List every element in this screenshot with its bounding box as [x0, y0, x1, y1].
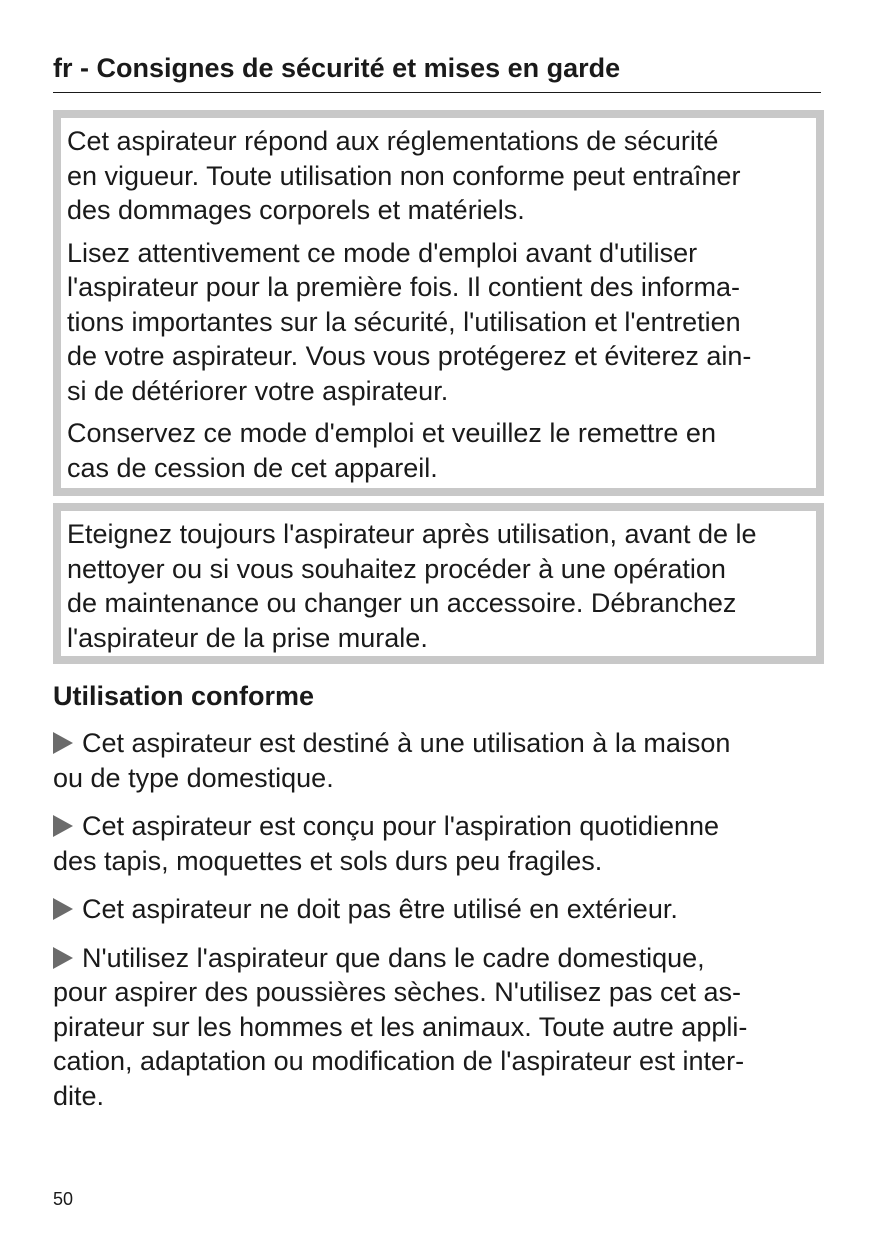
text-line: de maintenance ou changer un accessoire. Débranchez — [67, 588, 737, 618]
usage-bullet-list — [53, 726, 833, 1127]
text-line: des tapis, moquettes et sols durs peu fragiles. — [53, 845, 603, 876]
notice-paragraph — [67, 416, 816, 485]
notice-paragraph — [67, 517, 816, 655]
text-line: nettoyer ou si vous souhaitez procéder à une opération — [67, 553, 726, 584]
text-line: l'aspirateur pour la première fois. Il contient des informa- — [67, 272, 740, 302]
text-line: tions importantes sur la sécurité, l'utilisation et l'entretien — [67, 306, 741, 337]
text-line: de votre aspirateur. Vous vous protégerez et éviterez ain- — [67, 341, 752, 371]
unplug-warning-box — [53, 503, 824, 664]
text-line: pirateur sur les hommes et les animaux. Toute autre appli- — [53, 1011, 748, 1042]
text-line: des dommages corporels et matériels. — [67, 195, 525, 225]
text-line: pour aspirer des poussières sèches. N'utilisez pas cet as- — [53, 977, 741, 1007]
bullet-triangle-icon — [53, 947, 73, 969]
page-number: 50 — [53, 1189, 74, 1209]
list-item — [53, 892, 833, 927]
text-line: Lisez attentivement ce mode d'emploi avant d'utiliser — [67, 237, 698, 268]
text-line: N'utilisez l'aspirateur que dans le cadre domestique, — [82, 942, 705, 973]
text-line: en vigueur. Toute utilisation non conforme peut entraîner — [67, 160, 741, 191]
text-line: dite. — [53, 1080, 105, 1111]
safety-notice-box — [53, 110, 824, 496]
text-line: Conservez ce mode d'emploi et veuillez le remettre en — [67, 418, 716, 448]
text-line: Cet aspirateur répond aux réglementations de sécurité — [67, 126, 719, 156]
text-line: Cet aspirateur est conçu pour l'aspiration quotidienne — [82, 811, 720, 841]
text-line: cation, adaptation ou modification de l'aspirateur est inter- — [53, 1046, 745, 1076]
bullet-triangle-icon — [53, 815, 73, 837]
text-line: si de détériorer votre aspirateur. — [67, 375, 449, 406]
list-item — [53, 809, 833, 878]
list-item — [53, 726, 833, 795]
bullet-triangle-icon — [53, 898, 73, 920]
notice-paragraph — [67, 236, 816, 409]
bullet-triangle-icon — [53, 732, 73, 754]
notice-paragraph — [67, 124, 816, 228]
list-item — [53, 941, 833, 1114]
page-title: fr - Consignes de sécurité et mises en garde — [53, 53, 621, 83]
text-line: cas de cession de cet appareil. — [67, 452, 438, 483]
text-line: l'aspirateur de la prise murale. — [67, 622, 428, 653]
text-line: Cet aspirateur ne doit pas être utilisé en extérieur. — [82, 894, 678, 924]
text-line: ou de type domestique. — [53, 762, 334, 793]
text-line: Eteignez toujours l'aspirateur après utilisation, avant de le — [67, 519, 757, 549]
text-line: Cet aspirateur est destiné à une utilisation à la maison — [82, 728, 731, 758]
section-heading: Utilisation conforme — [53, 681, 315, 711]
page-header — [53, 50, 821, 93]
